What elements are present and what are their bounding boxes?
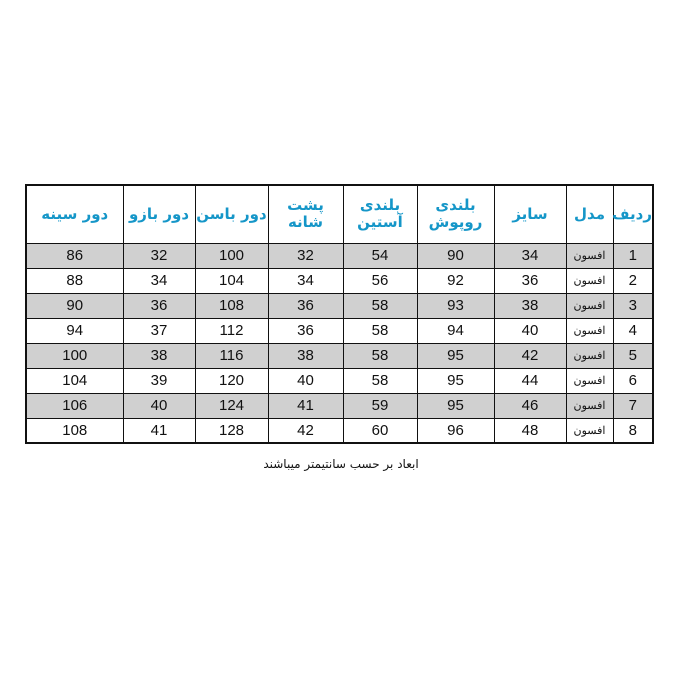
- cell-back-shoulder: 41: [268, 393, 343, 418]
- header-model: مدل: [566, 185, 613, 243]
- cell-dress-length: 93: [417, 293, 494, 318]
- cell-back-shoulder: 32: [268, 243, 343, 268]
- cell-sleeve-length: 60: [343, 418, 417, 443]
- cell-row-number: 8: [613, 418, 653, 443]
- cell-back-shoulder: 42: [268, 418, 343, 443]
- cell-sleeve-length: 56: [343, 268, 417, 293]
- cell-arm: 39: [123, 368, 195, 393]
- cell-dress-length: 92: [417, 268, 494, 293]
- cell-sleeve-length: 58: [343, 368, 417, 393]
- cell-arm: 34: [123, 268, 195, 293]
- cell-sleeve-length: 59: [343, 393, 417, 418]
- cell-sleeve-length: 58: [343, 293, 417, 318]
- cell-row-number: 2: [613, 268, 653, 293]
- cell-dress-length: 95: [417, 343, 494, 368]
- cell-back-shoulder: 34: [268, 268, 343, 293]
- cell-model: افسون: [566, 318, 613, 343]
- header-row: [26, 185, 653, 243]
- cell-arm: 37: [123, 318, 195, 343]
- cell-arm: 41: [123, 418, 195, 443]
- cell-size: 44: [494, 368, 566, 393]
- cell-chest: 104: [26, 368, 123, 393]
- cell-size: 42: [494, 343, 566, 368]
- header-back-shoulder: پشت شانه: [268, 185, 343, 243]
- cell-sleeve-length: 58: [343, 343, 417, 368]
- cell-arm: 32: [123, 243, 195, 268]
- cell-hip: 120: [195, 368, 268, 393]
- cell-arm: 36: [123, 293, 195, 318]
- cell-dress-length: 95: [417, 368, 494, 393]
- cell-model: افسون: [566, 418, 613, 443]
- cell-chest: 94: [26, 318, 123, 343]
- table-header: [26, 185, 653, 243]
- cell-dress-length: 94: [417, 318, 494, 343]
- header-arm: دور بازو: [123, 185, 195, 243]
- cell-size: 38: [494, 293, 566, 318]
- cell-dress-length: 95: [417, 393, 494, 418]
- cell-hip: 128: [195, 418, 268, 443]
- footnote: ابعاد بر حسب سانتیمتر میباشند: [263, 457, 419, 471]
- table-row: [26, 393, 653, 418]
- header-hip: دور باسن: [195, 185, 268, 243]
- cell-model: افسون: [566, 368, 613, 393]
- cell-row-number: 5: [613, 343, 653, 368]
- cell-size: 36: [494, 268, 566, 293]
- cell-chest: 106: [26, 393, 123, 418]
- cell-chest: 88: [26, 268, 123, 293]
- size-chart-table: [25, 184, 654, 444]
- cell-size: 34: [494, 243, 566, 268]
- cell-row-number: 6: [613, 368, 653, 393]
- cell-dress-length: 96: [417, 418, 494, 443]
- cell-back-shoulder: 40: [268, 368, 343, 393]
- cell-back-shoulder: 36: [268, 318, 343, 343]
- table-row: [26, 293, 653, 318]
- cell-arm: 38: [123, 343, 195, 368]
- cell-chest: 100: [26, 343, 123, 368]
- cell-model: افسون: [566, 393, 613, 418]
- header-sleeve-length: بلندی آستین: [343, 185, 417, 243]
- header-chest: دور سینه: [26, 185, 123, 243]
- header-dress-length: بلندی روپوش: [417, 185, 494, 243]
- cell-model: افسون: [566, 293, 613, 318]
- cell-sleeve-length: 54: [343, 243, 417, 268]
- cell-arm: 40: [123, 393, 195, 418]
- cell-model: افسون: [566, 343, 613, 368]
- cell-hip: 116: [195, 343, 268, 368]
- cell-back-shoulder: 38: [268, 343, 343, 368]
- header-size: سایز: [494, 185, 566, 243]
- cell-row-number: 4: [613, 318, 653, 343]
- cell-chest: 108: [26, 418, 123, 443]
- cell-hip: 112: [195, 318, 268, 343]
- cell-model: افسون: [566, 243, 613, 268]
- table-body: [26, 243, 653, 443]
- table-row: [26, 418, 653, 443]
- cell-hip: 124: [195, 393, 268, 418]
- cell-row-number: 3: [613, 293, 653, 318]
- cell-sleeve-length: 58: [343, 318, 417, 343]
- cell-row-number: 1: [613, 243, 653, 268]
- table-row: [26, 368, 653, 393]
- cell-size: 40: [494, 318, 566, 343]
- cell-dress-length: 90: [417, 243, 494, 268]
- cell-row-number: 7: [613, 393, 653, 418]
- cell-size: 48: [494, 418, 566, 443]
- cell-chest: 90: [26, 293, 123, 318]
- cell-back-shoulder: 36: [268, 293, 343, 318]
- table-row: [26, 318, 653, 343]
- cell-hip: 108: [195, 293, 268, 318]
- header-row-number: ردیف: [613, 185, 653, 243]
- cell-hip: 100: [195, 243, 268, 268]
- cell-model: افسون: [566, 268, 613, 293]
- cell-size: 46: [494, 393, 566, 418]
- cell-chest: 86: [26, 243, 123, 268]
- table-row: [26, 268, 653, 293]
- cell-hip: 104: [195, 268, 268, 293]
- table-row: [26, 343, 653, 368]
- table-row: [26, 243, 653, 268]
